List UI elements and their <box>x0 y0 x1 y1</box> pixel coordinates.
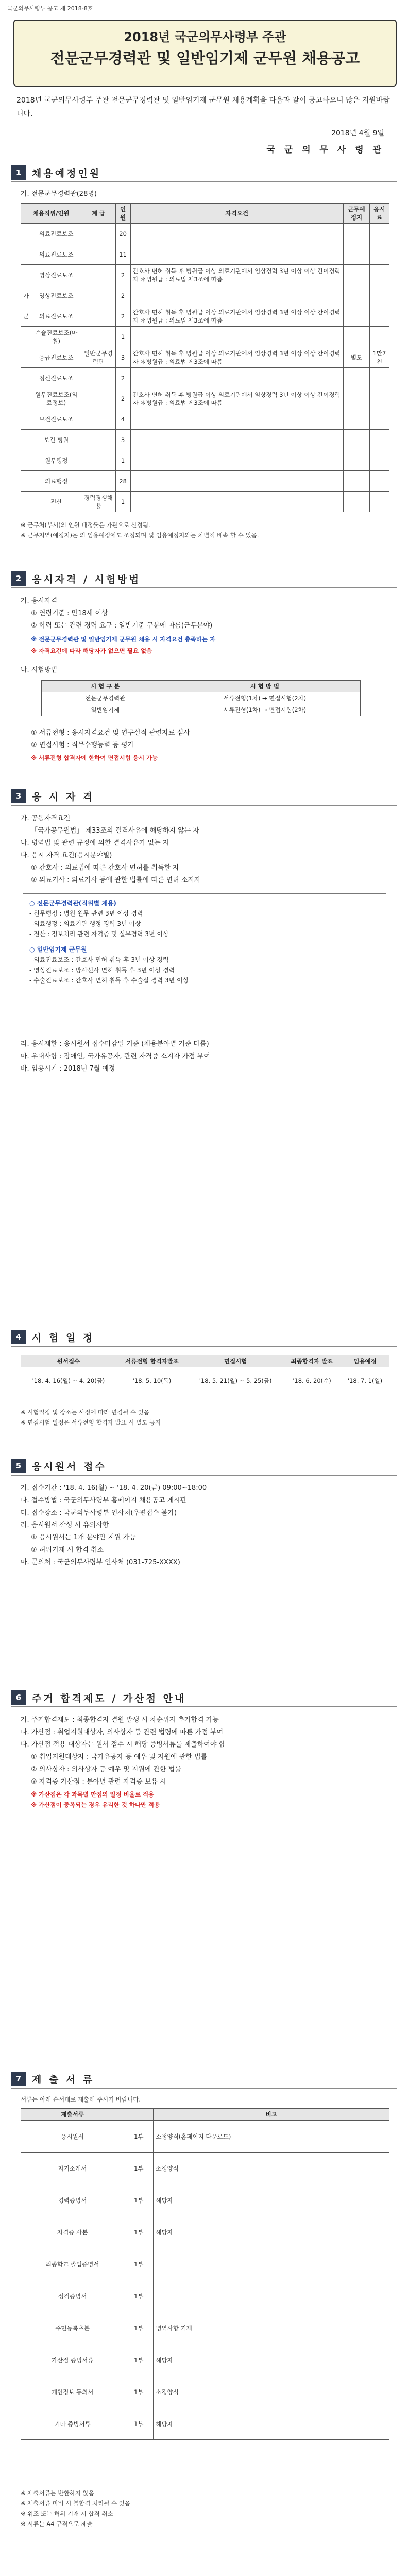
table-cell-fee <box>369 368 389 388</box>
table-cell-n: 1 <box>115 450 130 471</box>
s5-line: 가. 접수기간 : '18. 4. 16(월) ~ '18. 4. 20(금) 09:00~18:00 <box>21 1484 207 1492</box>
section-divider <box>11 181 397 182</box>
table-cell-grade <box>81 285 115 306</box>
table-cell-pos: 의료진료보조 <box>31 224 81 244</box>
table-cell-place <box>343 388 369 409</box>
table-cell-pos: 정신진료보조 <box>31 368 81 388</box>
table-cell: 소정양식(홈페이지 다운로드) <box>154 2121 389 2153</box>
table-cell-cat <box>21 492 31 512</box>
table-cell-place <box>343 265 369 285</box>
table-cell-pos: 원무행정 <box>31 450 81 471</box>
table-cell-cat <box>21 224 31 244</box>
table-cell-grade: 경력경쟁채용 <box>81 492 115 512</box>
box-line: - 의료행정 : 의료기관 행정 경력 3년 이상 <box>29 920 141 927</box>
col-header: 제출서류 <box>21 2109 124 2121</box>
table-cell-place <box>343 285 369 306</box>
table-cell-fee <box>369 430 389 450</box>
table-cell-req <box>130 285 343 306</box>
s2-after: ※ 서류전형 합격자에 한하여 면접시험 응시 가능 <box>31 754 158 761</box>
table-cell-req: 간호사 면허 취득 후 병원급 이상 의료기관에서 임상경력 3년 이상 이상 간이경력자 ＊병원급 : 의료법 제3조에 따름 <box>130 347 343 368</box>
table-cell-cat <box>21 450 31 471</box>
section-7-header <box>11 2071 94 2087</box>
table-cell-fee <box>369 224 389 244</box>
s6-line: ② 의사상자 : 의사상자 등 예우 및 지원에 관한 법률 <box>31 1766 181 1773</box>
title-box <box>13 20 397 87</box>
col-header: 자격요건 <box>130 204 343 224</box>
table-cell-n: 28 <box>115 471 130 492</box>
s7-note: ※ 제출서류는 반환하지 않음 <box>21 2489 94 2497</box>
table-row <box>21 2121 389 2153</box>
s7-top: 서류는 아래 순서대로 제출해 주시기 바랍니다. <box>21 2096 141 2103</box>
table-cell-place <box>343 430 369 450</box>
table-row <box>21 450 389 471</box>
section-number: 6 <box>11 1690 26 1705</box>
s7-note: ※ 서류는 A4 규격으로 제출 <box>21 2520 93 2528</box>
table-cell: 경력증명서 <box>21 2184 124 2216</box>
table-row <box>21 347 389 368</box>
s2-line: 가. 응시자격 <box>21 597 58 605</box>
s3-after: 라. 응시제한 : 응시원서 접수마감일 기준 (채용분야별 기준 다름) <box>21 1040 209 1048</box>
schedule-cell: '18. 5. 21(월) ~ 5. 25(금) <box>188 1367 283 1394</box>
s4-note: ※ 시험일정 및 장소는 사정에 따라 변경될 수 있음 <box>21 1409 149 1416</box>
table-cell-fee <box>369 306 389 327</box>
s6-line: ※ 가산점이 중복되는 경우 유리한 것 하나만 적용 <box>31 1801 160 1808</box>
table-cell-fee <box>369 285 389 306</box>
box-line: - 원무행정 : 병원 원무 관련 3년 이상 경력 <box>29 910 143 917</box>
col-header: 채용직위/인원 <box>21 204 81 224</box>
table-cell: 일반임기제 <box>42 704 169 716</box>
col-header: 인원 <box>115 204 130 224</box>
s2-line: ① 연령기준 : 만18세 이상 <box>31 609 108 617</box>
table-cell-fee <box>369 244 389 265</box>
box-line: - 의료진료보조 : 간호사 면허 취득 후 3년 이상 경력 <box>29 956 169 963</box>
table-row <box>21 285 389 306</box>
s3-line: 다. 응시 자격 요건(응시분야별) <box>21 852 112 859</box>
table-cell: 해당자 <box>154 2408 389 2440</box>
schedule-cell: '18. 5. 10(목) <box>116 1367 188 1394</box>
box-line: ○ 일반임기제 군무원 <box>29 946 87 953</box>
table-cell-place <box>343 368 369 388</box>
section-number: 1 <box>11 165 26 180</box>
table-cell-cat <box>21 347 31 368</box>
table-cell-place <box>343 409 369 430</box>
table-cell: 소정양식 <box>154 2376 389 2408</box>
table-cell: 1부 <box>124 2280 154 2312</box>
col-header: 계 급 <box>81 204 115 224</box>
table-cell: 서류전형(1차) → 면접시험(2차) <box>169 692 360 704</box>
table-cell-pos: 의료진료보조 <box>31 306 81 327</box>
table-cell-pos: 수술진료보조(마취) <box>31 327 81 347</box>
section-title: 응시원서 접수 <box>32 1461 107 1472</box>
section-title: 응시자격 / 시험방법 <box>32 573 141 585</box>
s5-line: ② 허위기재 시 합격 취소 <box>31 1546 104 1554</box>
box-line: - 전산 : 정보처리 관련 자격증 및 실무경력 3년 이상 <box>29 930 169 938</box>
table-cell-fee <box>369 327 389 347</box>
s2-line: 나. 시험방법 <box>21 666 58 674</box>
table-cell-grade <box>81 224 115 244</box>
col-header: 시 험 방 법 <box>169 681 360 692</box>
s1-sub: 가. 전문군무경력관(28명) <box>21 190 97 198</box>
table-cell-fee <box>369 409 389 430</box>
s2-after: ① 서류전형 : 응시자격요건 및 연구실적 관련자료 심사 <box>31 729 190 737</box>
table-cell: 해당자 <box>154 2216 389 2248</box>
table-cell: 기타 증빙서류 <box>21 2408 124 2440</box>
s3-after: 바. 임용시기 : 2018년 7월 예정 <box>21 1065 115 1073</box>
col-header: 원서접수 <box>21 1355 116 1367</box>
table-row <box>21 2184 389 2216</box>
table-cell: 병역사항 기재 <box>154 2312 389 2344</box>
table-cell: 응시원서 <box>21 2121 124 2153</box>
table-cell-req <box>130 430 343 450</box>
s6-line: 다. 가산점 적용 대상자는 원서 접수 시 해당 증빙서류를 제출하여야 함 <box>21 1741 226 1749</box>
col-header: 임용예정 <box>341 1355 389 1367</box>
col-header: 서류전형 합격자발표 <box>116 1355 188 1367</box>
table-cell <box>154 2280 389 2312</box>
table-row <box>21 2216 389 2248</box>
table-cell: 성적증명서 <box>21 2280 124 2312</box>
table-cell-fee <box>369 492 389 512</box>
table-cell-n: 20 <box>115 224 130 244</box>
section-number: 4 <box>11 1330 26 1344</box>
section-number: 7 <box>11 2072 26 2086</box>
section-divider <box>11 1475 397 1476</box>
col-header: 최종합격자 발표 <box>283 1355 341 1367</box>
year-title: 2018년 국군의무사령부 주관 <box>124 30 286 44</box>
table-cell-n: 4 <box>115 409 130 430</box>
s6-line: ③ 자격증 가산점 : 분야별 관련 자격증 보유 시 <box>31 1778 166 1786</box>
table-cell: 해당자 <box>154 2344 389 2376</box>
section-divider <box>11 1706 397 1707</box>
table-cell-req <box>130 450 343 471</box>
col-header <box>124 2109 154 2121</box>
table-cell-pos: 영상진료보조 <box>31 285 81 306</box>
s3-line: ① 간호사 : 의료법에 따른 간호사 면허를 취득한 자 <box>31 864 179 872</box>
s5-line: 마. 문의처 : 국군의무사령부 인사처 (031-725-XXXX) <box>21 1558 180 1566</box>
table-row <box>21 2248 389 2280</box>
s6-line: ※ 가산점은 각 과목별 만점의 일정 비율로 적용 <box>31 1791 155 1798</box>
table-cell: 1부 <box>124 2184 154 2216</box>
table-cell: 1부 <box>124 2312 154 2344</box>
table-cell-cat <box>21 388 31 409</box>
schedule-cell: '18. 6. 20(수) <box>283 1367 341 1394</box>
s3-line: 가. 공통자격요건 <box>21 815 71 822</box>
s4-schedule-table <box>21 1355 389 1394</box>
table-cell-cat <box>21 409 31 430</box>
table-cell-pos: 전산 <box>31 492 81 512</box>
table-row <box>21 244 389 265</box>
table-row <box>21 409 389 430</box>
table-cell-cat <box>21 368 31 388</box>
section-title: 응 시 자 격 <box>32 791 95 803</box>
table-cell-grade <box>81 327 115 347</box>
table-row <box>21 2280 389 2312</box>
table-cell-fee: 1만7천 <box>369 347 389 368</box>
table-cell-req: 간호사 면허 취득 후 병원급 이상 의료기관에서 임상경력 3년 이상 이상 간이경력자 ＊병원급 : 의료법 제3조에 따름 <box>130 265 343 285</box>
section-4-header <box>11 1329 94 1345</box>
issuer-org: 국 군 의 무 사 령 관 <box>266 145 384 155</box>
s1-note-1: ※ 근무처(부서)의 인원 배정률은 가관으로 산정됨. <box>21 521 150 529</box>
section-5-header <box>11 1458 107 1473</box>
col-header: 시 험 구 분 <box>42 681 169 692</box>
table-cell: 1부 <box>124 2344 154 2376</box>
s2-exam-table <box>41 680 361 716</box>
section-divider <box>11 805 397 806</box>
table-cell-grade <box>81 409 115 430</box>
s3-requirement-box <box>23 893 386 1031</box>
table-cell-fee <box>369 388 389 409</box>
s6-line: ① 취업지원대상자 : 국가유공자 등 예우 및 지원에 관한 법률 <box>31 1753 208 1761</box>
section-divider <box>11 587 397 588</box>
table-cell-n: 1 <box>115 327 130 347</box>
table-cell-pos: 보건 병원 <box>31 430 81 450</box>
section-6-header <box>11 1690 186 1705</box>
s3-line: 나. 병역법 및 관련 규정에 의한 결격사유가 없는 자 <box>21 839 169 847</box>
section-title: 제 출 서 류 <box>32 2074 95 2086</box>
table-cell-fee <box>369 471 389 492</box>
table-row <box>21 471 389 492</box>
table-cell: 1부 <box>124 2121 154 2153</box>
s3-after: 마. 우대사항 : 장애인, 국가유공자, 관련 자격증 소지자 가점 부여 <box>21 1053 210 1060</box>
table-cell-grade <box>81 388 115 409</box>
table-cell-grade <box>81 471 115 492</box>
table-cell-req <box>130 492 343 512</box>
table-cell-grade <box>81 244 115 265</box>
table-cell-grade <box>81 450 115 471</box>
table-cell-place <box>343 450 369 471</box>
table-cell-req <box>130 368 343 388</box>
section-divider <box>11 1346 397 1347</box>
s2-after: ② 면접시험 : 직무수행능력 등 평가 <box>31 741 134 749</box>
col-header: 비고 <box>154 2109 389 2121</box>
table-cell-pos: 의료진료보조 <box>31 244 81 265</box>
table-cell: 1부 <box>124 2153 154 2184</box>
table-row <box>21 2376 389 2408</box>
table-cell-grade <box>81 430 115 450</box>
table-row <box>21 2408 389 2440</box>
table-cell <box>154 2248 389 2280</box>
s6-line: 나. 가산점 : 취업지원대상자, 의사상자 등 관련 법령에 따른 가점 부여 <box>21 1728 224 1736</box>
table-cell-fee <box>369 265 389 285</box>
table-cell-cat <box>21 430 31 450</box>
table-row <box>21 388 389 409</box>
s5-line: 나. 접수방법 : 국군의무사령부 홈페이지 채용공고 게시판 <box>21 1497 187 1504</box>
section-divider <box>11 2088 397 2089</box>
table-row <box>21 2344 389 2376</box>
box-line: ○ 전문군무경력관(직위별 채용) <box>29 900 116 907</box>
table-cell-n: 11 <box>115 244 130 265</box>
s4-note: ※ 면접시험 일정은 서류전형 합격자 발표 시 별도 공지 <box>21 1419 161 1426</box>
table-cell-cat <box>21 244 31 265</box>
section-title: 주거 합격제도 / 가산점 안내 <box>32 1692 186 1704</box>
table-cell: 1부 <box>124 2216 154 2248</box>
section-3-header <box>11 788 94 804</box>
table-cell-n: 3 <box>115 347 130 368</box>
table-cell-req <box>130 327 343 347</box>
section-number: 5 <box>11 1459 26 1473</box>
s2-line: ※ 자격요건에 따라 해당자가 없으면 필요 없음 <box>31 647 152 654</box>
table-cell-n: 2 <box>115 306 130 327</box>
schedule-cell: '18. 7. 1(일) <box>341 1367 389 1394</box>
table-row <box>21 327 389 347</box>
s5-line: ① 응시원서는 1개 분야만 지원 가능 <box>31 1534 136 1541</box>
table-cell: 최종학교 졸업증명서 <box>21 2248 124 2280</box>
table-cell-cat: 군 <box>21 306 31 327</box>
table-cell-grade <box>81 368 115 388</box>
table-cell-req: 간호사 면허 취득 후 병원급 이상 의료기관에서 임상경력 3년 이상 이상 간이경력자 ＊병원급 : 의료법 제3조에 따름 <box>130 306 343 327</box>
s3-line: 「국가공무원법」 제33조의 결격사유에 해당하지 않는 자 <box>31 827 199 835</box>
table-cell-grade <box>81 306 115 327</box>
s3-line: ② 의료기사 : 의료기사 등에 관한 법률에 따른 면허 소지자 <box>31 876 201 884</box>
table-row <box>21 224 389 244</box>
table-cell-place: 별도 <box>343 347 369 368</box>
section-number: 3 <box>11 789 26 803</box>
table-cell: 1부 <box>124 2408 154 2440</box>
box-line: - 영상진료보조 : 방사선사 면허 취득 후 3년 이상 경력 <box>29 967 175 974</box>
table-cell: 개인정보 동의서 <box>21 2376 124 2408</box>
s2-line: ※ 전문군무경력관 및 일반임기제 군무원 채용 시 자격요건 충족하는 자 <box>31 636 216 643</box>
table-cell-place <box>343 471 369 492</box>
table-cell-place <box>343 492 369 512</box>
table-cell: 가산점 증빙서류 <box>21 2344 124 2376</box>
table-cell-req <box>130 409 343 430</box>
col-header: 면접시험 <box>188 1355 283 1367</box>
table-cell-pos: 원무진료보조(의료정보) <box>31 388 81 409</box>
table-cell: 해당자 <box>154 2184 389 2216</box>
main-title: 전문군무경력관 및 일반임기제 군무원 채용공고 <box>50 49 360 67</box>
col-header: 응시료 <box>369 204 389 224</box>
table-cell: 1부 <box>124 2248 154 2280</box>
s1-note-2: ※ 근무지역(예정지)은 의 임용예정에도 조정되며 및 임용예정지와는 차별적 배속 할 수 있음. <box>21 532 259 539</box>
table-cell-pos: 의료행정 <box>31 471 81 492</box>
box-line: - 수술진료보조 : 간호사 면허 취득 후 수술실 경력 3년 이상 <box>29 977 189 984</box>
table-cell-fee <box>369 450 389 471</box>
table-cell: 서류전형(1차) → 면접시험(2차) <box>169 704 360 716</box>
table-cell-pos: 보건진료보조 <box>31 409 81 430</box>
section-title: 채용예정인원 <box>32 167 101 179</box>
intro-text: 2018년 국군의무사령부 주관 전문군무경력관 및 일반임기제 군무원 채용계획을 다음과 같이 공고하오니 많은 지원바랍니다. <box>16 96 390 118</box>
table-cell-place <box>343 327 369 347</box>
table-cell-cat <box>21 327 31 347</box>
table-cell-n: 3 <box>115 430 130 450</box>
table-row <box>21 368 389 388</box>
s2-line: ② 학력 또는 관련 경력 요구 : 일반기준 구분에 따름(근무분야) <box>31 622 213 630</box>
table-cell: 전문군무경력관 <box>42 692 169 704</box>
section-2-header <box>11 571 141 586</box>
table-cell-req <box>130 224 343 244</box>
table-cell-req: 간호사 면허 취득 후 병원급 이상 의료기관에서 임상경력 3년 이상 이상 간이경력자 ＊병원급 : 의료법 제3조에 따름 <box>130 388 343 409</box>
table-cell-n: 2 <box>115 388 130 409</box>
table-cell-n: 2 <box>115 368 130 388</box>
table-cell-grade: 일반군무경력관 <box>81 347 115 368</box>
col-header: 근무예정지 <box>343 204 369 224</box>
table-cell-cat <box>21 471 31 492</box>
table-cell: 자기소개서 <box>21 2153 124 2184</box>
table-row <box>21 265 389 285</box>
table-cell-cat <box>21 265 31 285</box>
section-1-header <box>11 165 101 180</box>
table-row <box>21 2153 389 2184</box>
table-cell-cat: 가 <box>21 285 31 306</box>
table-cell-place <box>343 224 369 244</box>
s5-line: 다. 접수장소 : 국군의무사령부 인사처(우편접수 불가) <box>21 1509 177 1517</box>
s7-note: ※ 위조 또는 허위 기재 시 합격 취소 <box>21 2510 113 2517</box>
table-row <box>21 306 389 327</box>
table-cell-req <box>130 244 343 265</box>
section-number: 2 <box>11 571 26 586</box>
table-cell: 1부 <box>124 2376 154 2408</box>
section-title: 시 험 일 정 <box>32 1332 95 1344</box>
table-cell: 소정양식 <box>154 2153 389 2184</box>
table-row <box>21 2312 389 2344</box>
table-cell: 주민등록초본 <box>21 2312 124 2344</box>
table-cell: 자격증 사본 <box>21 2216 124 2248</box>
notice-date: 2018년 4월 9일 <box>331 129 384 138</box>
table-cell-req <box>130 471 343 492</box>
table-cell-place <box>343 244 369 265</box>
s5-line: 라. 응시원서 작성 시 유의사항 <box>21 1521 109 1529</box>
table-cell-grade <box>81 265 115 285</box>
table-cell-n: 2 <box>115 285 130 306</box>
table-cell-n: 1 <box>115 492 130 512</box>
table-cell-n: 2 <box>115 265 130 285</box>
schedule-cell: '18. 4. 16(월) ~ 4. 20(금) <box>21 1367 116 1394</box>
table-cell-pos: 응급진료보조 <box>31 347 81 368</box>
s6-line: 가. 주거합격제도 : 최종합격자 결원 발생 시 차순위자 추가합격 가능 <box>21 1716 219 1724</box>
table-row <box>21 492 389 512</box>
s1-table <box>21 203 389 512</box>
s7-docs-table <box>21 2108 389 2440</box>
s7-note: ※ 제출서류 미비 시 불합격 처리될 수 있음 <box>21 2500 130 2507</box>
table-row <box>21 430 389 450</box>
publication-number: 국군의무사령부 공고 제 2018-8호 <box>7 5 93 12</box>
table-cell-pos: 영상진료보조 <box>31 265 81 285</box>
table-cell-place <box>343 306 369 327</box>
